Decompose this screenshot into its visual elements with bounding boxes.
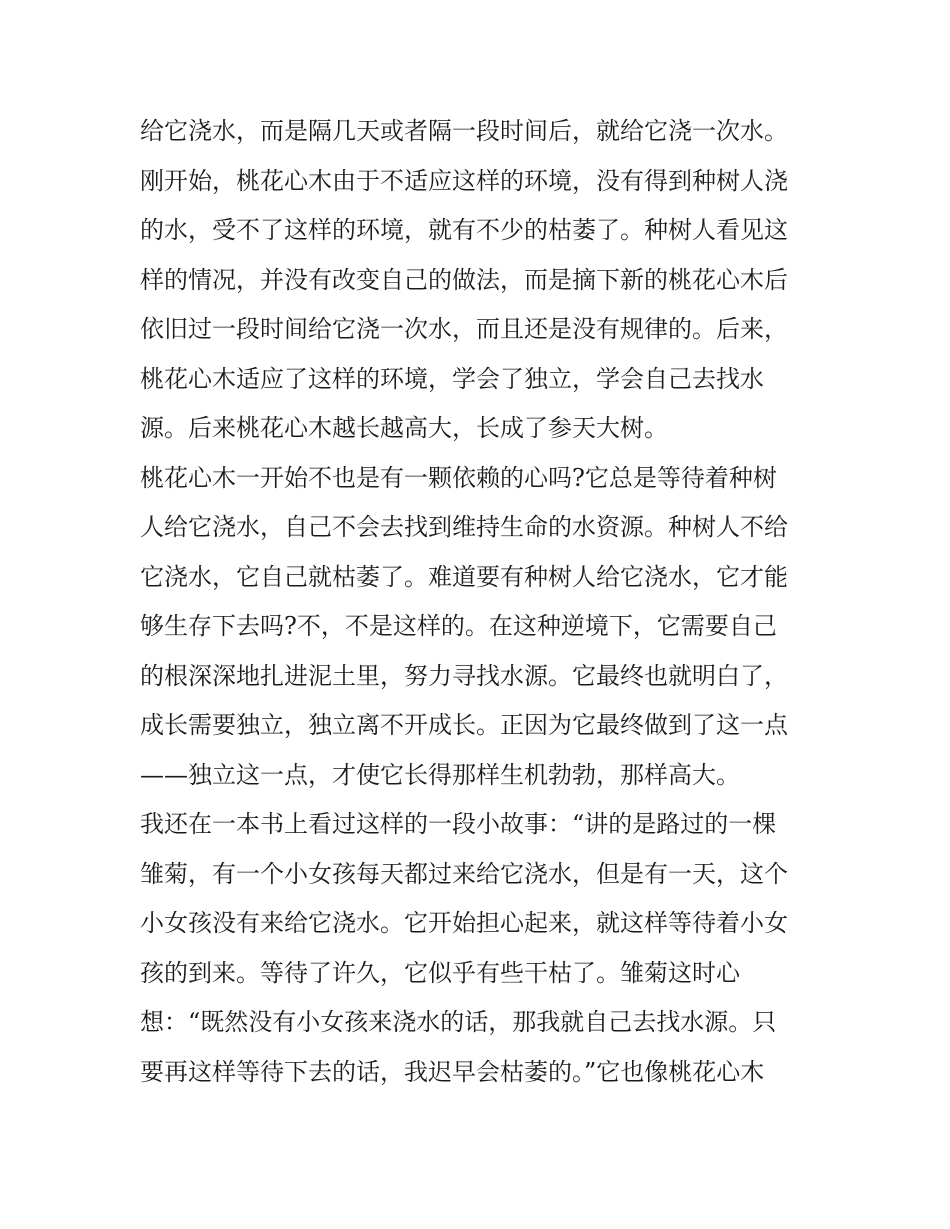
text-line-14: ——独立这一点，才使它长得那样生机勃勃，那样高大。: [140, 760, 740, 789]
text-line-16: 雏菊，有一个小女孩每天都过来给它浇水，但是有一天，这个: [140, 859, 788, 888]
body-text: [140, 107, 820, 1097]
text-line-3: 的水，受不了这样的环境，就有不少的枯萎了。种树人看见这: [140, 216, 788, 244]
text-line-19: 想：“既然没有小女孩来浇水的话，那我就自己去找水源。只: [140, 1008, 777, 1036]
text-line-1: 给它浇水，而是隔几天或者隔一段时间后，就给它浇一次水。: [140, 117, 788, 145]
text-line-11: 够生存下去吗?不，不是这样的。在这种逆境下，它需要自己: [140, 612, 777, 640]
text-line-7: 源。后来桃花心木越长越高大，长成了参天大树。: [140, 414, 668, 442]
text-line-6: 桃花心木适应了这样的环境，学会了独立，学会自己去找水: [140, 364, 764, 393]
text-line-2: 刚开始，桃花心木由于不适应这样的环境，没有得到种树人浇: [140, 166, 788, 195]
text-line-18: 孩的到来。等待了许久，它似乎有些干枯了。雏菊这时心: [140, 958, 740, 987]
text-line-13: 成长需要独立，独立离不开成长。正因为它最终做到了这一点: [140, 711, 788, 739]
text-line-15: 我还在一本书上看过这样的一段小故事：“讲的是路过的一棵: [140, 810, 777, 838]
text-line-4: 样的情况，并没有改变自己的做法，而是摘下新的桃花心木后: [140, 265, 788, 294]
text-line-9: 人给它浇水，自己不会去找到维持生命的水资源。种树人不给: [140, 513, 788, 541]
text-line-12: 的根深深地扎进泥土里，努力寻找水源。它最终也就明白了，: [140, 661, 788, 690]
text-line-10: 它浇水，它自己就枯萎了。难道要有种树人给它浇水，它才能: [140, 562, 788, 591]
text-line-5: 依旧过一段时间给它浇一次水，而且还是没有规律的。后来，: [140, 315, 788, 343]
text-line-17: 小女孩没有来给它浇水。它开始担心起来，就这样等待着小女: [140, 909, 788, 937]
text-line-8: 桃花心木一开始不也是有一颗依赖的心吗?它总是等待着种树: [140, 463, 777, 492]
text-line-20: 要再这样等待下去的话，我迟早会枯萎的。”它也像桃花心木: [140, 1057, 765, 1086]
